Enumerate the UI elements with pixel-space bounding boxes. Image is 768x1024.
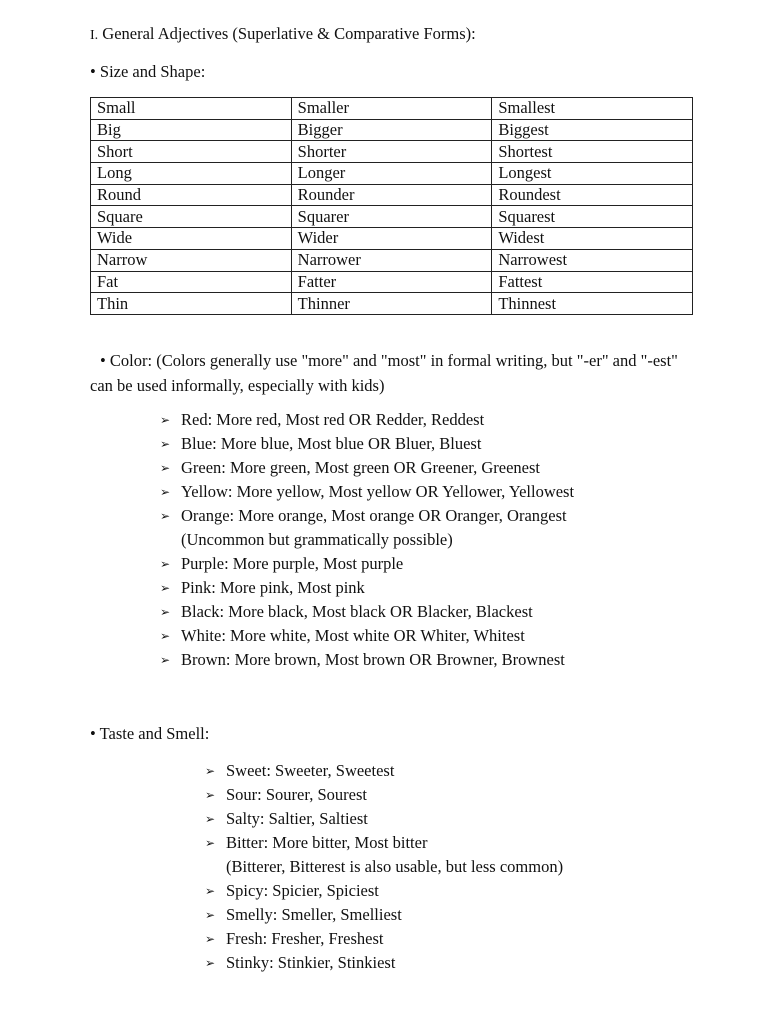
size-shape-label: • Size and Shape:	[90, 62, 206, 81]
table-cell: Short	[91, 141, 292, 163]
table-cell: Longer	[291, 163, 492, 185]
list-item-text: Black: More black, Most black OR Blacker, Blackest	[181, 602, 533, 621]
list-item	[160, 576, 720, 600]
taste-smell-list	[205, 759, 725, 975]
table-cell: Narrowest	[492, 249, 693, 271]
table-cell: Squarest	[492, 206, 693, 228]
list-item-text: Pink: More pink, Most pink	[181, 578, 365, 597]
list-item	[205, 831, 725, 879]
list-item-text: Smelly: Smeller, Smelliest	[226, 905, 402, 924]
list-item	[205, 927, 725, 951]
table-row	[91, 184, 693, 206]
table-cell: Thin	[91, 293, 292, 315]
size-shape-table	[90, 97, 693, 315]
color-intro-text: • Color: (Colors generally use "more" and "most" in formal writing, but "-er" and "-est" can be used informally, especially with kids)	[90, 351, 678, 395]
list-item	[160, 456, 720, 480]
list-item	[160, 600, 720, 624]
table-cell: Round	[91, 184, 292, 206]
arrow-bullet-icon: ➢	[205, 956, 216, 970]
arrow-bullet-icon: ➢	[205, 908, 216, 922]
arrow-bullet-icon: ➢	[160, 485, 171, 499]
list-item	[160, 648, 720, 672]
table-cell: Shortest	[492, 141, 693, 163]
table-cell: Roundest	[492, 184, 693, 206]
arrow-bullet-icon: ➢	[205, 932, 216, 946]
heading-text: General Adjectives (Superlative & Comparative Forms):	[98, 24, 476, 43]
list-item	[160, 480, 720, 504]
arrow-bullet-icon: ➢	[160, 413, 171, 427]
table-cell: Thinner	[291, 293, 492, 315]
table-cell: Smaller	[291, 98, 492, 120]
table-cell: Square	[91, 206, 292, 228]
arrow-bullet-icon: ➢	[160, 629, 171, 643]
table-cell: Thinnest	[492, 293, 693, 315]
list-item	[205, 879, 725, 903]
table-cell: Small	[91, 98, 292, 120]
list-item	[205, 807, 725, 831]
list-item-text: Stinky: Stinkier, Stinkiest	[226, 953, 396, 972]
table-cell: Fat	[91, 271, 292, 293]
table-row	[91, 98, 693, 120]
list-item	[160, 504, 720, 552]
arrow-bullet-icon: ➢	[205, 836, 216, 850]
list-item-text: Red: More red, Most red OR Redder, Reddest	[181, 410, 485, 429]
table-row	[91, 141, 693, 163]
list-item-text: Blue: More blue, Most blue OR Bluer, Bluest	[181, 434, 482, 453]
arrow-bullet-icon: ➢	[205, 788, 216, 802]
list-item-text: White: More white, Most white OR Whiter, Whitest	[181, 626, 525, 645]
arrow-bullet-icon: ➢	[160, 437, 171, 451]
table-cell: Rounder	[291, 184, 492, 206]
table-cell: Wider	[291, 228, 492, 250]
list-item	[205, 951, 725, 975]
table-cell: Squarer	[291, 206, 492, 228]
table-cell: Longest	[492, 163, 693, 185]
arrow-bullet-icon: ➢	[205, 884, 216, 898]
table-row	[91, 271, 693, 293]
heading-number: I.	[90, 28, 99, 43]
table-cell: Long	[91, 163, 292, 185]
table-cell: Smallest	[492, 98, 693, 120]
arrow-bullet-icon: ➢	[160, 653, 171, 667]
table-cell: Shorter	[291, 141, 492, 163]
list-item	[160, 552, 720, 576]
list-item-text: Green: More green, Most green OR Greener, Greenest	[181, 458, 540, 477]
list-item	[160, 432, 720, 456]
table-cell: Widest	[492, 228, 693, 250]
table-row	[91, 163, 693, 185]
arrow-bullet-icon: ➢	[205, 812, 216, 826]
table-row	[91, 119, 693, 141]
list-item-text: Salty: Saltier, Saltiest	[226, 809, 368, 828]
color-list	[160, 408, 720, 672]
list-item-text: Sweet: Sweeter, Sweetest	[226, 761, 395, 780]
list-item-text: Brown: More brown, Most brown OR Browner, Brownest	[181, 650, 565, 669]
list-item-note: (Bitterer, Bitterest is also usable, but less common)	[226, 857, 564, 876]
table-cell: Big	[91, 119, 292, 141]
color-intro	[90, 349, 690, 398]
arrow-bullet-icon: ➢	[160, 557, 171, 571]
list-item	[205, 903, 725, 927]
table-cell: Narrow	[91, 249, 292, 271]
list-item	[205, 783, 725, 807]
list-item-text: Fresh: Fresher, Freshest	[226, 929, 384, 948]
table-cell: Biggest	[492, 119, 693, 141]
list-item-text: Orange: More orange, Most orange OR Oranger, Orangest	[181, 506, 567, 525]
list-item	[160, 408, 720, 432]
list-item-note: (Uncommon but grammatically possible)	[181, 530, 453, 549]
arrow-bullet-icon: ➢	[160, 509, 171, 523]
size-shape-table-body	[91, 98, 693, 315]
table-row	[91, 249, 693, 271]
list-item-text: Purple: More purple, Most purple	[181, 554, 404, 573]
table-cell: Narrower	[291, 249, 492, 271]
list-item-text: Sour: Sourer, Sourest	[226, 785, 367, 804]
list-item	[160, 624, 720, 648]
table-cell: Bigger	[291, 119, 492, 141]
list-item-text: Bitter: More bitter, Most bitter	[226, 833, 428, 852]
list-item	[205, 759, 725, 783]
arrow-bullet-icon: ➢	[160, 581, 171, 595]
list-item-text: Yellow: More yellow, Most yellow OR Yellower, Yellowest	[181, 482, 575, 501]
table-row	[91, 293, 693, 315]
arrow-bullet-icon: ➢	[160, 605, 171, 619]
arrow-bullet-icon: ➢	[160, 461, 171, 475]
table-row	[91, 228, 693, 250]
table-cell: Fatter	[291, 271, 492, 293]
table-cell: Fattest	[492, 271, 693, 293]
taste-smell-label: • Taste and Smell:	[90, 724, 210, 743]
table-row	[91, 206, 693, 228]
arrow-bullet-icon: ➢	[205, 764, 216, 778]
list-item-text: Spicy: Spicier, Spiciest	[226, 881, 379, 900]
table-cell: Wide	[91, 228, 292, 250]
page-heading	[90, 23, 476, 47]
